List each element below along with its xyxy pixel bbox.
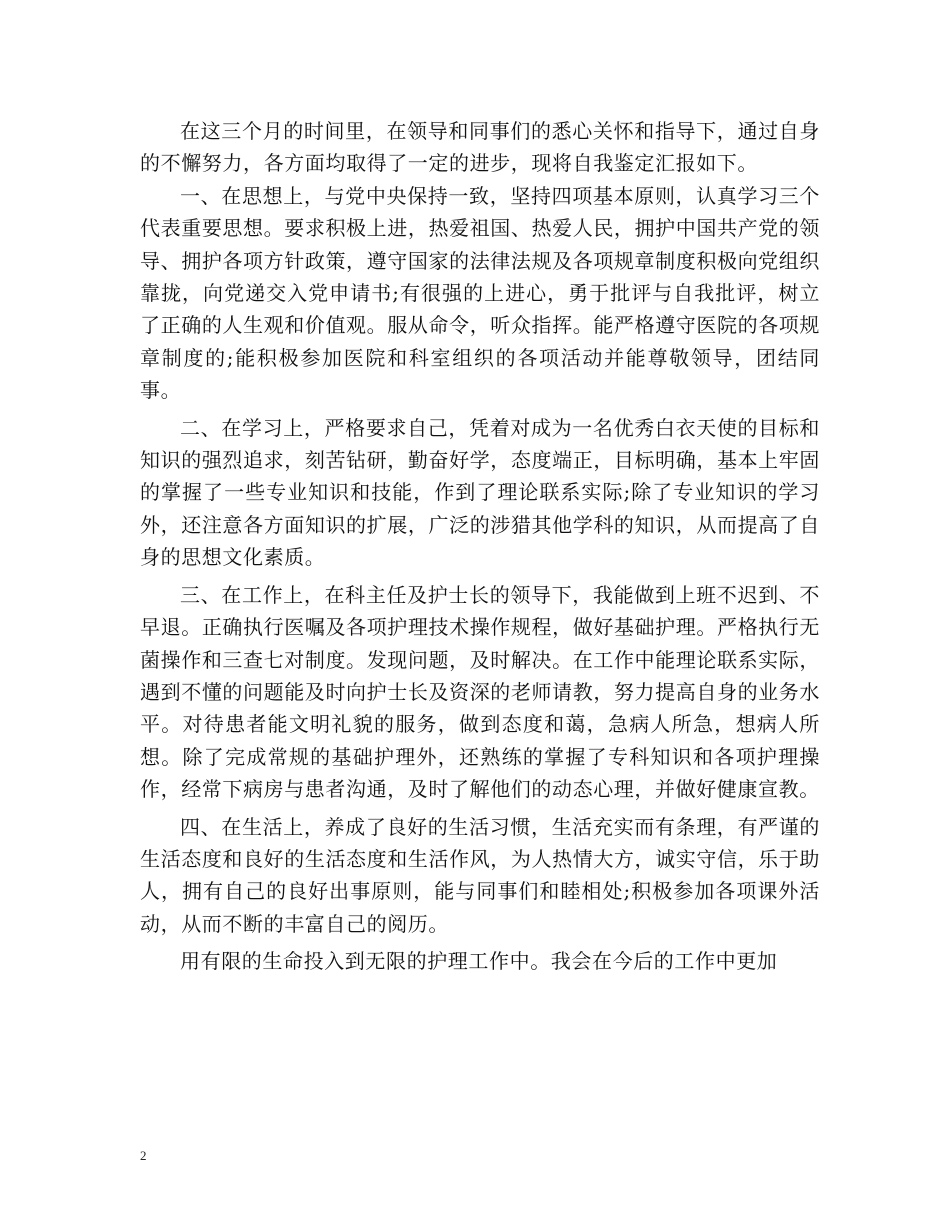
paragraph-work: 三、在工作上，在科主任及护士长的领导下，我能做到上班不迟到、不早退。正确执行医嘱及各项护理技术操作规程，做好基础护理。严格执行无菌操作和三查七对制度。发现问题，及时解决。在工作中能理论联系实际，遇到不懂的问题能及时向护士长及资深的老师请教，努力提高自身的业务水平。对待患者能文明礼貌的服务，做到态度和蔼，急病人所急，想病人所想。除了完成常规的基础护理外，还熟练的掌握了专科知识和各项护理操作，经常下病房与患者沟通，及时了解他们的动态心理，并做好健康宣教。 (140, 582, 820, 802)
page-number: 2 (140, 1148, 147, 1163)
paragraph-closing: 用有限的生命投入到无限的护理工作中。我会在今后的工作中更加 (180, 949, 778, 974)
paragraph-study: 二、在学习上，严格要求自己，凭着对成为一名优秀白衣天使的目标和知识的强烈追求，刻苦钻研，勤奋好学，态度端正，目标明确，基本上牢固的掌握了一些专业知识和技能，作到了理论联系实际;除了专业知识的学习外，还注意各方面知识的扩展，广泛的涉猎其他学科的知识，从而提高了自身的思想文化素质。 (140, 415, 820, 570)
document-body (140, 115, 820, 978)
paragraph-life: 四、在生活上，养成了良好的生活习惯，生活充实而有条理，有严谨的生活态度和良好的生活态度和生活作风，为人热情大方，诚实守信，乐于助人，拥有自己的良好出事原则，能与同事们和睦相处;积极参加各项课外活动，从而不断的丰富自己的阅历。 (140, 814, 820, 936)
paragraph-intro: 在这三个月的时间里，在领导和同事们的悉心关怀和指导下，通过自身的不懈努力，各方面均取得了一定的进步，现将自我鉴定汇报如下。 (140, 119, 820, 176)
paragraph-ideology: 一、在思想上，与党中央保持一致，坚持四项基本原则，认真学习三个代表重要思想。要求积极上进，热爱祖国、热爱人民，拥护中国共产党的领导、拥护各项方针政策，遵守国家的法律法规及各项规章制度积极向党组织靠拢，向党递交入党申请书;有很强的上进心，勇于批评与自我批评，树立了正确的人生观和价值观。服从命令，听众指挥。能严格遵守医院的各项规章制度的;能积极参加医院和科室组织的各项活动并能尊敬领导，团结同事。 (140, 183, 820, 403)
